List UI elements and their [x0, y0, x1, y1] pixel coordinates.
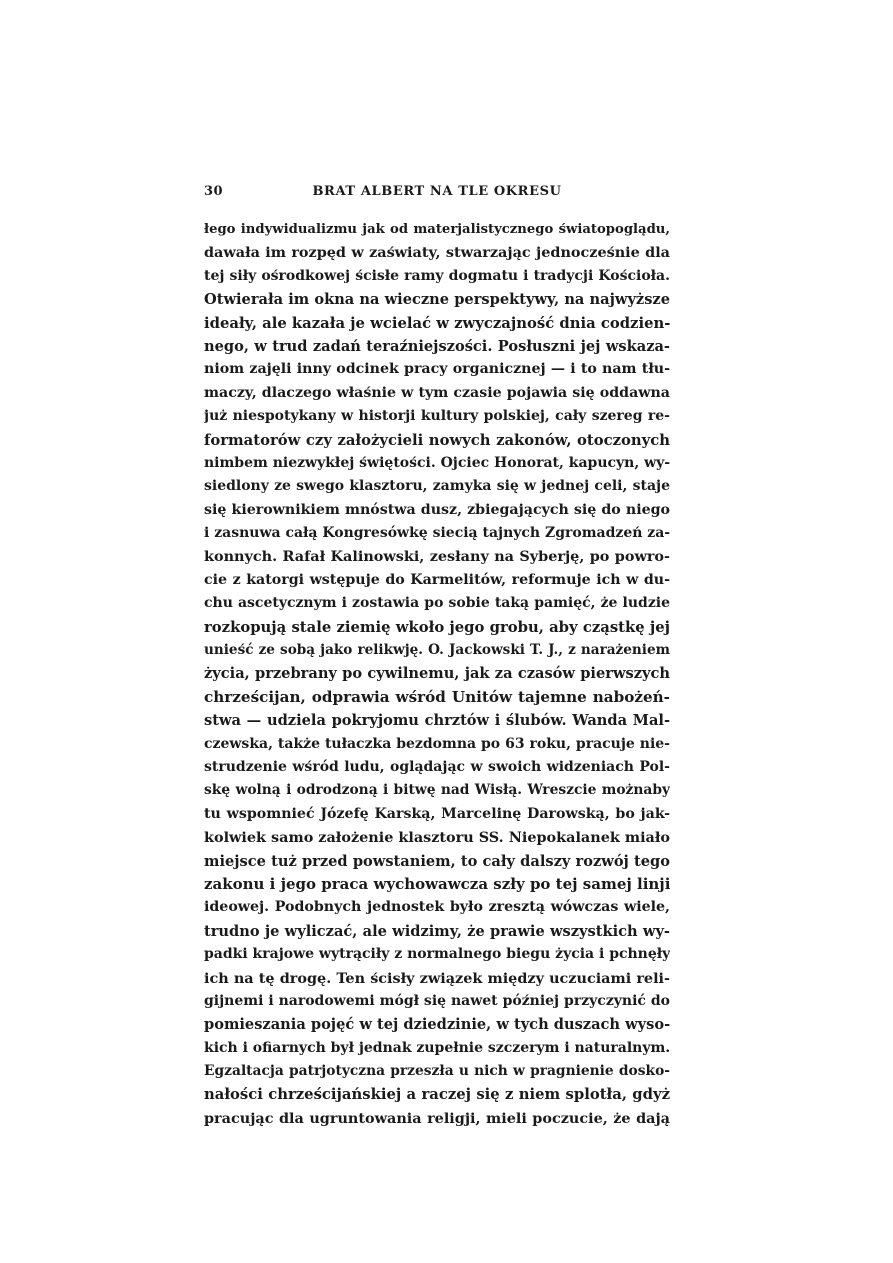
- text-line: skę wolną i odrodzoną i bitwę nad Wisłą. Wreszcie możnaby: [204, 782, 670, 799]
- text-line: konnych. Rafał Kalinowski, zesłany na Syberję, po powro-: [204, 548, 670, 566]
- text-line: miejsce tuż przed powstaniem, to cały dalszy rozwój tego: [204, 852, 670, 870]
- text-line: gijnemi i narodowemi mógł się nawet później przyczynić do: [204, 992, 670, 1009]
- text-line: cie z katorgi wstępuje do Karmelitów, reformuje ich w du-: [204, 571, 670, 588]
- text-line: życia, przebrany po cywilnemu, jak za czasów pierwszych: [204, 665, 670, 683]
- text-line: padki krajowe wytrąciły z normalnego biegu życia i pchnęły: [204, 946, 670, 963]
- text-line: ideały, ale kazała je wcielać w zwyczajność dnia codzien-: [204, 314, 670, 332]
- text-line: tej siły ośrodkowej ścisłe ramy dogmatu i tradycji Kościoła.: [204, 267, 670, 284]
- text-line: nimbem niezwykłej świętości. Ojciec Honorat, kapucyn, wy-: [204, 454, 670, 471]
- text-line: nałości chrześcijańskiej a raczej się z niem splotła, gdyż: [204, 1086, 670, 1104]
- text-line: unieść ze sobą jako relikwję. O. Jackowski T. J., z narażeniem: [204, 642, 670, 659]
- text-line: chrześcijan, odprawia wśród Unitów tajemne nabożeń-: [204, 687, 670, 706]
- text-line: Egzaltacja patrjotyczna przeszła u nich w pragnienie dosko-: [204, 1063, 670, 1080]
- running-title: BRAT ALBERT NA TLE OKRESU: [312, 184, 562, 199]
- text-line: formatorów czy założycieli nowych zakonów, otoczonych: [204, 431, 670, 449]
- text-line: zakonu i jego praca wychowawcza szły po tej samej linji: [204, 874, 670, 893]
- text-line: dawała im rozpęd w zaświaty, stwarzając jednocześnie dla: [204, 244, 670, 262]
- text-line: i zasnuwa całą Kongresówkę siecią tajnych Zgromadzeń za-: [204, 525, 670, 542]
- page-header: [204, 184, 670, 204]
- text-line: się kierownikiem mnóstwa dusz, zbiegających się do niego: [204, 501, 670, 518]
- text-line: już niespotykany w historji kultury polskiej, cały szereg re-: [204, 408, 670, 425]
- text-line: tu wspomnieć Józefę Karską, Marcelinę Darowską, bo jak-: [204, 805, 670, 822]
- text-line: niom zajęli inny odcinek pracy organicznej — i to nam tłu-: [204, 361, 670, 378]
- text-line: Otwierała im okna na wieczne perspektywy, na najwyższe: [204, 291, 670, 309]
- text-line: pomieszania pojęć w tej dziedzinie, w tych duszach wyso-: [204, 1016, 670, 1034]
- text-line: rozkopują stale ziemię wkoło jego grobu, aby cząstkę jej: [204, 618, 670, 636]
- text-line: ich na tę drogę. Ten ścisły związek między uczuciami reli-: [204, 969, 670, 987]
- text-line: strudzenie wśród ludu, oglądając w swoich widzeniach Pol-: [204, 758, 670, 775]
- text-line: kich i ofiarnych był jednak zupełnie szczerym i naturalnym.: [204, 1039, 670, 1056]
- text-line: chu ascetycznym i zostawia po sobie taką pamięć, że ludzie: [204, 595, 670, 612]
- text-line: łego indywidualizmu jak od materjalistycznego światopoglądu,: [204, 222, 670, 237]
- text-line: trudno je wyliczać, ale widzimy, że prawie wszystkich wy-: [204, 922, 670, 940]
- text-line: siedlony ze swego klasztoru, zamyka się w jednej celi, staje: [204, 478, 670, 495]
- text-line: maczy, dlaczego właśnie w tym czasie pojawia się oddawna: [204, 384, 670, 401]
- text-line: nego, w trud zadań teraźniejszości. Posłuszni jej wskaza-: [204, 337, 670, 355]
- page-number: 30: [204, 184, 224, 199]
- text-line: stwa — udziela pokryjomu chrztów i ślubów. Wanda Mal-: [204, 712, 670, 730]
- text-line: ideowej. Podobnych jednostek było zresztą wówczas wiele,: [204, 899, 670, 916]
- body-text: [204, 218, 670, 1130]
- text-line: kolwiek samo założenie klasztoru SS. Niepokalanek miało: [204, 829, 670, 847]
- text-line: pracując dla ugruntowania religji, mieli poczucie, że dają: [204, 1109, 670, 1127]
- text-line: czewska, także tułaczka bezdomna po 63 roku, pracuje nie-: [204, 735, 670, 752]
